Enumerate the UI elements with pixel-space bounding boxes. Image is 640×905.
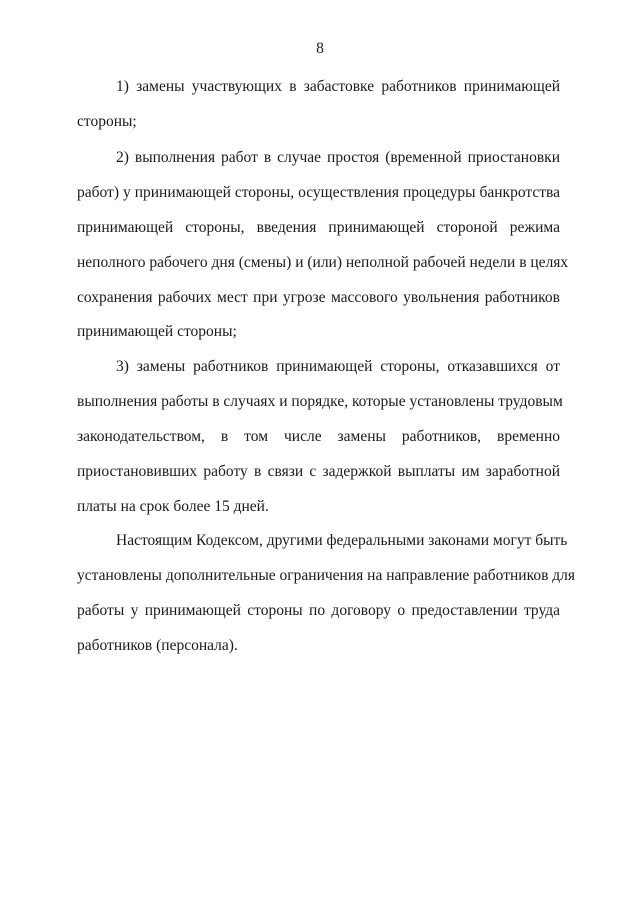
text-line: законодательством, в том числе замены работников, временно — [77, 428, 560, 445]
text-line: сохранения рабочих мест при угрозе массового увольнения работников — [77, 289, 560, 306]
text-line: Настоящим Кодексом, другими федеральными законами могут быть — [116, 532, 568, 549]
text-line: работ) у принимающей стороны, осуществления процедуры банкротства — [77, 184, 560, 201]
text-line: установлены дополнительные ограничения на направление работников для — [77, 567, 576, 584]
text-line: 1) замены участвующих в забастовке работников принимающей — [116, 78, 560, 95]
text-line: приостановивших работу в связи с задержкой выплаты им заработной — [77, 463, 560, 480]
text-line: выполнения работы в случаях и порядке, которые установлены трудовым — [77, 393, 563, 410]
text-line: неполного рабочего дня (смены) и (или) неполной рабочей недели в целях — [77, 254, 569, 271]
text-line: работников (персонала). — [77, 637, 238, 654]
page-number: 8 — [316, 40, 324, 57]
text-line: стороны; — [77, 113, 137, 130]
text-line: работы у принимающей стороны по договору о предоставлении труда — [77, 602, 560, 619]
text-line: платы на срок более 15 дней. — [77, 498, 269, 515]
text-line: 3) замены работников принимающей стороны, отказавшихся от — [116, 358, 560, 375]
text-line: 2) выполнения работ в случае простоя (временной приостановки — [116, 149, 560, 166]
text-line: принимающей стороны; — [77, 323, 237, 340]
text-line: принимающей стороны, введения принимающей стороной режима — [77, 219, 560, 236]
